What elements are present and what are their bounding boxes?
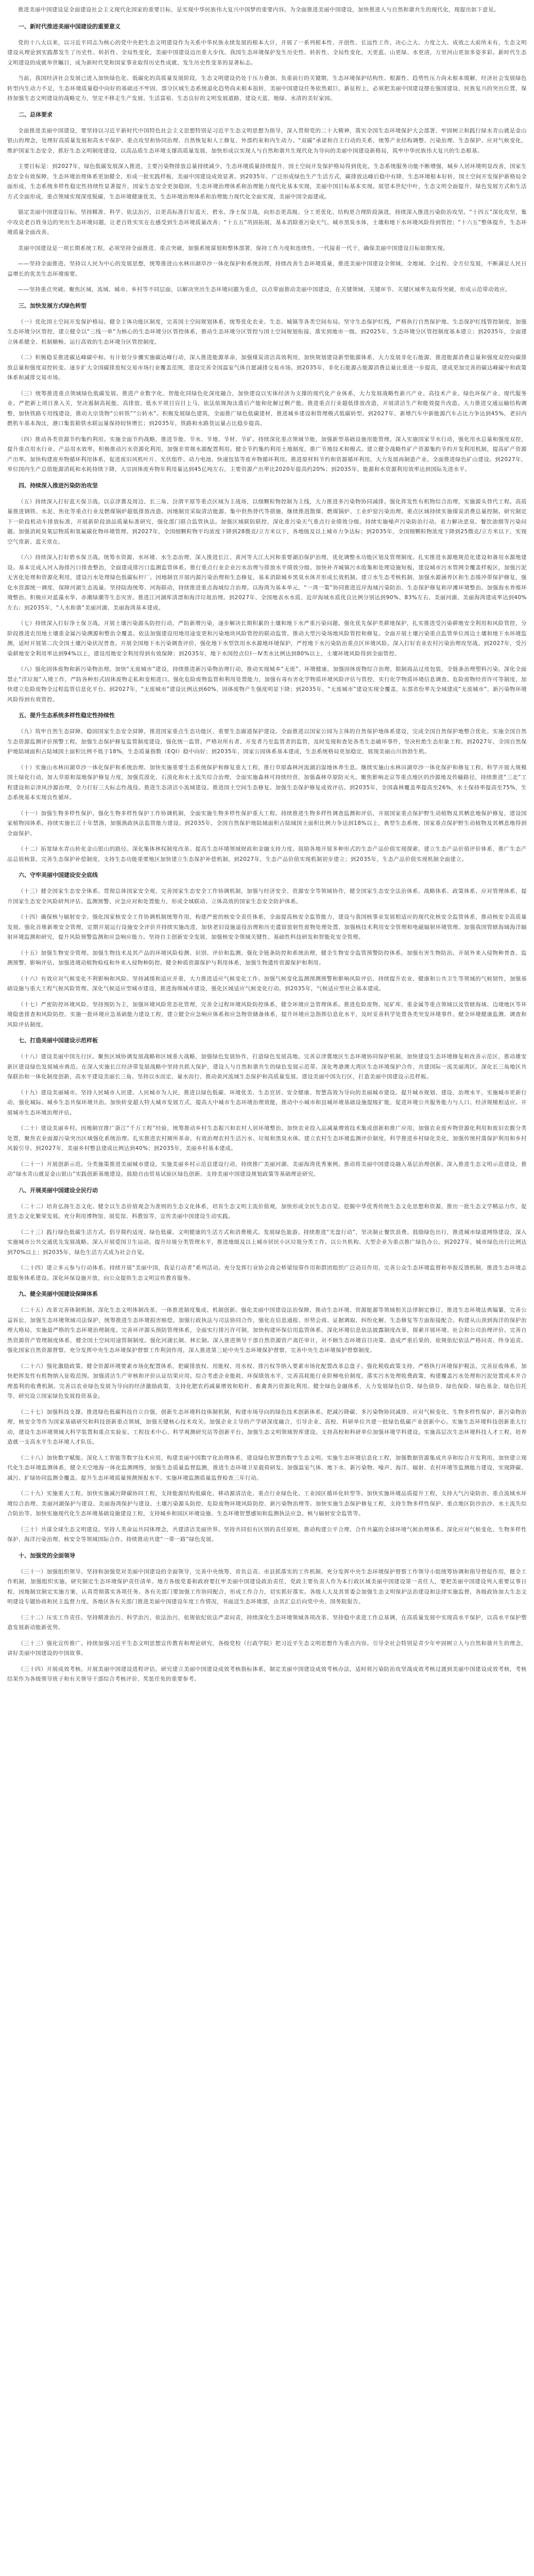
body-paragraph: （七）持续深入打好净土保卫战。开展土壤污染源头防控行动，严防新增污染，逐步解决长期积累的土壤和地下水严重污染问题。强化优先保护类耕地保护，扎实推进受污染耕地安全利用和风险管控，分阶段推进农用地土壤重金属污染溯源和整治全覆盖。依法加强建设用地用途变更和污染地块风险管控的联动监管，推动大型污染场地风险管控和修复。全面开展土壤污染重点监管单位周边土壤和地下水环境监测，适时开展第二次全国土壤污染状况普查。开展全国地下水污染调查评价，强化地下水型饮用水水源地环境保护，严控地下水污染防治重点区环境风险。深入打好农业农村污染治理攻坚战。到2027年，受污染耕地安全利用率达到94%以上，建设用地安全利用得到有效保障；到2035年，地下水国控点位Ⅰ－Ⅳ类水比例达到80%以上，土壤环境风险得到全面管控。 [7, 620, 527, 657]
body-paragraph: （十八）建设美丽中国先行区。聚焦区域协调发展战略和区域重大战略，加强绿色发展协作，打造绿色发展高地。完善京津冀地区生态环境协同保护机制，加快建设生态环境修复和改善示范区，推动雄安新区建设绿色发展城市典范。在深入实施长江经济带发展战略中坚持共抓大保护，建设人与自然和谐共生的绿色发展示范带。深化粤港澳大湾区生态环境保护合作，共建国际一流美丽湾区。深化长三角地区共保联治和一体化制度创新，高水平建设美丽长三角。坚持以水而定、量水而行，推动黄河流域生态保护和高质量发展。建设美丽中国先行区，打造美丽中国建设示范样板。 [7, 1054, 527, 1080]
body-paragraph: （三十四）开展成效考核。开展美丽中国建设进程评估，研究建立美丽中国建设成效考核指标体系，制定美丽中国建设成效考核办法，适时将污染防治攻坚战成效考核过渡到美丽中国建设成效考核，考核结果作为各级领导班子和有关领导干部综合考核评价、奖惩任免的重要参考。 [7, 1666, 527, 1682]
section-heading: 八、开展美丽中国建设全民行动 [19, 1187, 98, 1194]
body-paragraph: 全面推进美丽中国建设，要坚持以习近平新时代中国特色社会主义思想特别是习近平生态文明思想为指导，深入贯彻党的二十大精神，落实全国生态环境保护大会部署，牢固树立和践行绿水青山就是金山银山的理念，处理好高质量发展和高水平保护、重点攻坚和协同治理、自然恢复和人工修复、外部约束和内生动力、“双碳”承诺和自主行动的关系，统筹产业结构调整、污染治理、生态保护、应对气候变化，维护国家生态安全，抓好生态文明制度建设，以高品质生态环境支撑高质量发展，加快形成以实现人与自然和谐共生现代化为导向的美丽中国建设新格局，筑牢中华民族伟大复兴的生态根基。 [7, 127, 527, 154]
body-paragraph: （十二）拓宽绿水青山转化金山银山的路径。深化集体林权制度改革。提高生态环境领域财政和金融支持力度。鼓励各地开展多种形式的生态产品价值实现探索。建立生态产品价值评价体系，推广生态产品总值核算，完善生态保护补偿制度，支持生态功能重要地区加快建立生态保护补偿机制。到2027年，生态产品价值实现机制初步建立；到2035年，生态产品价值实现机制全面建立。 [7, 846, 527, 862]
section-heading: 十、加强党的全面领导 [19, 1552, 75, 1559]
body-paragraph: （二十六）强化激励政策。健全资源环境要素市场化配置体系，把碳排放权、用能权、用水权、排污权等纳入要素市场化配置改革总盘子。强化税收政策支持，严格执行环境保护税法，完善征收体系，加快把挥发性有机物纳入征收范围。加强清洁生产审核和评价认证结果应用。综合考虑企业能耗、环保绩效水平，完善高耗能行业阶梯电价制度。落实污水处理收费政策，构建覆盖污水处理和污泥处置成本并合理盈利的收费机制。完善以农业绿色发展为导向的经济激励政策，支持化肥农药减量增效和秸秆、畜禽粪污资源化利用。健全绿色金融体系，大力发展绿色信贷、绿色债券、绿色保险、绿色基金、绿色信托等，研究设立国家绿色发展投资基金。 [7, 1363, 527, 1399]
body-paragraph: 锚定美丽中国建设目标，坚持精准、科学、依法治污，以更高标准打好蓝天、碧水、净土保卫战，向形态更高级、分工更优化、结构更合理阶段演进，持续深入推进污染防治攻坚。“十四五”深化攻坚，集中攻克老百姓身边的突出生态环境问题，让老百姓实实在在感受到生态环境质量改善；“十五五”巩固拓展，基本消除重污染天气、城市黑臭水体，土壤和地下水环境风险得到管控；“十六五”整体提升，生态环境质量全面改善。 [7, 209, 527, 235]
body-paragraph: ——坚持重点突破。聚焦区域、流域、城市、乡村等不同层面，以解决突出生态环境问题为重点，以点带面推动美丽中国建设，在关键领域、关键环节、关键区域率先取得突破，形成示范带动效应。 [18, 286, 511, 293]
body-paragraph: 当前，我国经济社会发展已进入加快绿色化、低碳化的高质量发展阶段，生态文明建设仍处于压力叠加、负重前行的关键期，生态环境保护结构性、根源性、趋势性压力尚未根本缓解，经济社会发展绿色转型内生动力不足，生态环境质量稳中向好的基础还不牢固，部分区域生态系统退化趋势尚未根本扭转，美丽中国建设任务依然艰巨。新征程上，必须把美丽中国建设摆在强国建设、民族复兴的突出位置，保持加强生态文明建设的战略定力，坚定不移走生产发展、生活富裕、生态良好的文明发展道路，建设天蓝、地绿、水清的美好家园。 [7, 75, 527, 101]
body-paragraph: （二十三）践行绿色低碳生活方式。倡导简约适度、绿色低碳、文明健康的生活方式和消费模式。发展绿色旅游。持续推进“光盘行动”，坚决制止餐饮浪费。鼓励绿色出行，推进城市绿道网络建设，深入实施城市公共交通优先发展战略。深入开展爱国卫生运动。提升垃圾分类管理水平，推进地级及以上城市居民小区垃圾分类工作。以公共机构、大型企业为重点推广绿色办公。到2027年，城市绿色出行比例达到70%以上；到2035年，绿色生活方式成为社会自觉。 [7, 1229, 527, 1256]
body-paragraph: （三十二）压实工作责任。坚持精准治污、科学治污、依法治污，依规依纪依法严肃问责，持续深化生态环境领域各项改革。坚持稳中求进工作总基调，在高质量发展中实现高水平保护，以高水平保护塑造发展新动能新优势。 [7, 1614, 527, 1631]
body-paragraph: （十三）健全国家生态安全体系。贯彻总体国家安全观，完善国家生态安全工作协调机制，加强与经济安全、资源安全等领域协作，健全国家生态安全法治体系、战略体系、政策体系、应对管理体系，提升国家生态安全风险研判评估、监测预警、应急应对和处置能力，形成全域联动、立体高效的国家生态安全防护体系。 [7, 888, 527, 905]
intro-paragraph: 推进美丽中国建设是全面建设社会主义现代化国家的重要目标，是实现中华民族伟大复兴中国梦的重要内容。为全面推进美丽中国建设，加快推进人与自然和谐共生的现代化，现提出如下意见。 [18, 7, 499, 13]
section-heading: 七、打造美丽中国建设示范样板 [19, 1037, 98, 1044]
body-paragraph: 党的十八大以来，以习近平同志为核心的党中央把生态文明建设作为关系中华民族永续发展的根本大计，开展了一系列根本性、开创性、长远性工作，决心之大、力度之大、成效之大前所未有，生态文明建设从理论到实践都发生了历史性、转折性、全局性变化，美丽中国建设迈出重大步伐。我国生态环境保护发生历史性、转折性、全局性变化，天更蓝、山更绿、水更清，万里河山更加多姿多彩。新时代生态文明建设的成就举世瞩目，成为新时代党和国家事业取得历史性成就、发生历史性变革的显著标志。 [7, 39, 527, 66]
body-paragraph: （三）统筹推进重点领域绿色低碳发展。推进产业数字化、智能化同绿色化深度融合，加快建设以实体经济为支撑的现代化产业体系，大力发展战略性新兴产业、高技术产业、绿色环保产业、现代服务业。严把新上项目准入关，坚决遏制高耗能、高排放、低水平项目盲目上马，依法依规淘汰落后产能和化解过剩产能。推进重点行业超低排放改造，开展清洁生产和能效提升改造。大力推进交通运输结构调整，加快铁路专用线建设，推动大宗货物“公转铁”“公转水”。积极发展绿色建筑，全面推广绿色低碳建材，推进城乡建设和管理模式低碳转型。到2027年，新增汽车中新能源汽车占比力争达到45%，老旧内燃机车基本淘汰，港口集装箱铁水联运量保持较快增长；到2035年，铁路和水路货运量占比稳步提高。 [7, 390, 527, 427]
body-paragraph: （九）筑牢自然生态屏障。稳固国家生态安全屏障，推进国家重点生态功能区、重要生态廊道保护建设。全面推进以国家公园为主体的自然保护地体系建设，完成全国自然保护地整合优化。实施全国自然生态资源监测评价预警工程。加强生态保护修复监管制度建设，强化统一监管。严格对所有者、开发者乃至监管者的监管，及时发现和查处各类生态破坏事件，坚决杜绝生态形象工程。到2027年，全国自然保护地陆域面积占陆域国土面积比例不低于18%，生态质量指数（EQI）稳中向好；到2035年，国家公园体系基本建成，生态系统格局更加稳定，展现美丽山川勃勃生机。 [7, 728, 527, 755]
body-paragraph: （八）强化固体废物和新污染物治理。加快“无废城市”建设，持续推进新污染物治理行动，推动实现城乡“无废”、环境健康。加强固体废物综合治理，限制商品过度包装，全链条治理塑料污染。深化全面禁止“洋垃圾”入境工作，严防各种形式固体废物走私和变相进口。强化危险废物监管和利用处置能力，加强有毒有害化学物质环境风险评估与管控，实行化学物质环境信息调查、危险废物经营许可等制度，加快建立危险废物全过程监管信息化平台。到2027年，“无废城市”建设比例达到60%，固体废物产生强度明显下降；到2035年，“无废城市”建设实现全覆盖，东部省份率先全域建成“无废城市”，新污染物环境风险得到有效管控。 [7, 666, 527, 703]
document-body [7, 5, 527, 2576]
body-paragraph: 主要目标是：到2027年，绿色低碳发展深入推进，主要污染物排放总量持续减少，生态环境质量持续提升，国土空间开发保护格局得到优化，生态系统服务功能不断增强，城乡人居环境明显改善，国家生态安全有效保障，生态环境治理体系更加健全，形成一批实践样板，美丽中国建设成效显著。到2035年，广泛形成绿色生产生活方式，碳排放达峰后稳中有降，生态环境根本好转，国土空间开发保护新格局全面形成，生态系统多样性稳定性持续性显著提升，国家生态安全更加稳固，生态环境治理体系和治理能力现代化基本实现，美丽中国目标基本实现。展望本世纪中叶，生态文明全面提升，绿色发展方式和生活方式全面形成，重点领域实现深度脱碳，生态环境健康优美，生态环境治理体系和治理能力现代化全面实现，美丽中国全面建成。 [7, 163, 527, 200]
body-paragraph: （十）实施山水林田湖草沙一体化保护和系统治理。加快实施重要生态系统保护和修复重大工程，推行草原森林河流湖泊湿地休养生息。继续实施山水林田湖草沙一体化保护和修复工程。科学开展大规模国土绿化行动，加大草原和湿地保护修复力度，加强荒漠化、石漠化和水土流失综合治理，全面实施森林可持续经营，加强森林草原防灭火。聚焦影响北京等重点地区的沙源地及传输路径，持续推进“三北”工程建设和京津风沙源治理，全力打好三大标志性战役。推进生态清洁小流域建设。推进国土空间生态修复。加强生态保护修复成效评估。到2035年，全国森林覆盖率提高至26%，水土保持率提高至75%，生态系统基本实现良性循环。 [7, 764, 527, 801]
section-heading: 一、新时代推进美丽中国建设的重要意义 [19, 23, 120, 30]
body-paragraph: （十四）确保核与辐射安全。强化国家核安全工作协调机制统筹作用，构建严密的核安全责任体系，全面提高核安全监管能力，建设与我国核事业发展相适应的现代化核安全监管体系，推动核安全高质量发展。强化首堆新堆安全管理，定期开展运行设施安全评价并持续实施改进，加快老旧设施退役治理和历史遗留放射性废物处理处置，加强核技术利用安全管理和电磁辐射环境管理。加强我国管辖海域海洋辐射环境监测和研究，提升风险预警监测和应急响应能力。坚持自主创新安全发展，加强核安全领域关键性、基础性科技研发和智能化安全管理。 [7, 914, 527, 940]
body-paragraph: （二十七）加强科技支撑。推进绿色低碳科技自立自强，创新生态环境科技体制机制，构建市场导向的绿色技术创新体系。把减污降碳、多污染物协同减排、应对气候变化、生物多样性保护、新污染物治理、核安全等作为国家基础研究和科技创新重点领域，加强关键核心技术攻关。加强企业主导的产学研深度融合，引导企业、高校、科研单位共建一批绿色低碳产业创新中心。实施生态环境科技创新重大行动，建设生态环境领域大科学装置和重点实验室、工程技术中心、科学观测研究站等创新平台。加强生态文明领域智库建设。支持高校和科研单位加强环境学科建设。实施高层次生态环境科技人才工程，培养造就一支高水平生态环境人才队伍。 [7, 1409, 527, 1445]
section-heading: 四、持续深入推进污染防治攻坚 [19, 482, 98, 489]
document-sections [7, 22, 527, 1685]
body-paragraph: （二十一）开展创新示范。分类施策推进美丽城市建设，实施美丽乡村示范县建设行动，持续推广美丽河湖、美丽海湾优秀案例。推动将美丽中国建设融入基层治理创新。深入推进生态文明示范建设，推动“绿水青山就是金山银山”实践创新基地建设。鼓励自由贸易试验区绿色创新。支持美丽中国建设规划政策等基础理论研究。 [7, 1161, 527, 1177]
body-paragraph: 美丽中国建设是一项长期系统工程，必须坚持全面推进、重点突破，加强系统谋划和整体部署，保持工作力度和连续性，一代接着一代干，确保美丽中国建设目标如期实现。 [18, 245, 449, 251]
body-paragraph: （一）优化国土空间开发保护格局。健全主体功能区制度，完善国土空间规划体系，统筹优化农业、生态、城镇等各类空间布局。坚守生态保护红线，严格执行自然保护地、生态保护红线管控制度，加强生态环境分区管控，建立健全以“三线一单”为核心的生态环境分区管控体系，推动生态环境分区管控与国土空间规划衔接，落实到地市一级。到2025年，生态环境分区管控制度基本建立；到2035年，全面建立体系健全、机制顺畅、运行高效的生态环境分区管控制度。 [7, 318, 527, 345]
body-paragraph: （二十八）加快数字赋能。深化人工智能等数字技术应用，构建美丽中国数字化治理体系，建设绿色智慧的数字生态文明。实施生态环境信息化工程，加强数据资源集成共享和综合开发利用。加快建立现代化生态环境监测体系，健全天空地海一体化监测网络，加强生态质量监督监测，推进生态环境卫星载荷研发。加强温室气体、地下水、新污染物、噪声、海洋、辐射、农村环境等监测能力建设，实现降碳、减污、扩绿协同监测全覆盖。提升生态环境质量预测预报水平。实施环境监测质量监督检查三年行动。 [7, 1454, 527, 1481]
body-paragraph: （三十三）强化宣传推广。持续加强习近平生态文明思想宣传教育和理论研究，各级党校（行政学院）把习近平生态文明思想作为重点内容。引导全社会特别是青少年牢固树立人与自然和谐共生的理念，讲好美丽中国建设的中国故事。 [7, 1640, 527, 1656]
body-paragraph: （十一）加强生物多样性保护。强化生物多样性保护工作协调机制，全面实施生物多样性保护重大工程。持续推进生物多样性调查监测和评估，开展国家重点保护野生动植物及其栖息地保护修复，建设国家植物园体系。持续实施长江十年禁渔，加强渔政执法监管能力建设。到2035年，全国自然保护地陆域面积占陆域国土面积比例力争达到18%以上，典型生态系统、国家重点保护野生动植物及其栖息地得到全面保护。 [7, 810, 527, 837]
body-paragraph: （五）持续深入打好蓝天保卫战。以京津冀及周边、长三角、汾渭平原等重点区域为主战场，以细颗粒物控制为主线，大力推进多污染物协同减排。强化挥发性有机物综合治理，实施源头替代工程。高质量推进钢铁、水泥、焦化等重点行业及燃煤锅炉超低排放改造。因地制宜采取清洁能源、集中供热替代等措施，继续推进散煤、燃煤锅炉、工业炉窑污染治理。重点区域持续实施煤炭消费总量控制。研究制定下一阶段机动车排放标准，开展新阶段油品质量标准研究，强化部门联合监管执法。加强区域联防联控，深化重污染天气重点行业绩效分级。持续实施噪声污染防治行动。着力解决恶臭、餐饮油烟等污染问题。加强消耗臭氧层物质和氢氟碳化物环境管理。到2027年，全国细颗粒物平均浓度下降到28微克/立方米以下，各地级及以上城市力争达标；到2035年，全国细颗粒物浓度下降到25微克/立方米以下，实现空气常新、蓝天常在。 [7, 498, 527, 545]
section-heading: 三、加快发展方式绿色转型 [19, 302, 87, 309]
body-paragraph: （十七）严密防控环境风险。坚持预防为主，加强环境风险常态化管理，完善全过程环境风险防控体系，健全环境应急管理体系。推进危险废物、尾矿库、重金属等重点领域以及管辖海域、边境地区等环境隐患排查和风险防控。实施一批环境应急基础能力建设工程，建立健全应急响应体系和应急物资储备体系，提升环境应急指挥信息化水平，及时妥善科学处置各类突发环境事件。健全环境健康监测、调查和风险评估制度。 [7, 1001, 527, 1028]
section-heading: 九、健全美丽中国建设保障体系 [19, 1291, 98, 1297]
body-paragraph: （二十二）培育弘扬生态文化。健全以生态价值观念为准则的生态文化体系，培育生态文明主流价值观，加快形成全民生态自觉。挖掘中华优秀传统生态文化思想和资源，推出一批生态文学精品力作，促进生态文化繁荣发展。充分利用博物馆、展览馆、科教馆等，宣传美丽中国建设生动实践。 [7, 1203, 527, 1219]
body-paragraph: （二）积极稳妥推进碳达峰碳中和。有计划分步骤实施碳达峰行动，深入推进能源革命，加强煤炭清洁高效利用，加快规划建设新型能源体系，大力发展非化石能源，推进能源消费总量和强度双控向碳排放总量和强度双控转变。逐步扩大全国碳排放权交易市场行业覆盖范围，建设完善全国温室气体自愿减排交易市场。到2035年，非化石能源占能源消费总量比重进一步提高，建成更加完善的碳达峰碳中和政策体系和减排交易市场。 [7, 354, 527, 381]
body-paragraph: （十五）加强生物安全管理。加强生物技术及其产品的环境风险检测、识别、评价和监测。强化全链条防控和系统治理，健全生物安全监管预警防控体系。加强有害生物防治。开展外来入侵物种普查、监测预警、影响评估，加强进境动植物检疫和外来入侵物种防控。健全种质资源保护与利用体系，加强生物遗传资源保护和利用。 [7, 950, 527, 966]
body-paragraph: （三十）共谋全球生态文明建设。坚持人类命运共同体理念，共建清洁美丽世界。坚持共同但有区别的责任原则，推动构建公平合理、合作共赢的全球环境气候治理体系。深化应对气候变化、生物多样性保护、海洋污染治理、核安全等领域国际合作。持续推动共建“一带一路”绿色发展。 [7, 1526, 527, 1543]
body-paragraph: （十九）建设美丽城市。坚持人民城市人民建、人民城市为人民，推进以绿色低碳、环境优美、生态宜居、安全健康、智慧高效为导向的美丽城市建设。提升城市规划、建设、治理水平，实施城市更新行动，强化城际、城乡生态共保环境共治。加快转变超大特大城市发展方式，提高大中城市生态环境治理效能，推动中小城市和县城环境基础设施提级扩能，促进环境公共服务能力与人口、经济规模相适应。开展城市生态环境治理评估。 [7, 1089, 527, 1116]
body-paragraph: （二十五）改革完善体制机制。深化生态文明体制改革，一体推进制度集成、机制创新。强化美丽中国建设法治保障，推动生态环境、资源能源等领域相关法律制定修订，推进生态环境法典编纂，完善公益诉讼，加强生态环境领域司法保护，统筹推进生态环境损害赔偿。加强行政执法与司法协同合作，强化在信息通报、形势会商、证据调取、纠纷化解、生态修复等方面衔接配合。构建从山顶到海洋的保护治理大格局，实施最严格的生态环境治理制度。完善环评源头预防管理体系，全面实行排污许可制，加快构建环保信用监管体系。深化环境信息依法披露制度改革，探索开展环境、社会和公司治理评价。完善自然资源资产管理制度体系，健全国土空间用途管制制度。强化河湖长制、林长制。深入推进领导干部自然资源资产离任审计，对不顾生态环境盲目决策、造成严重后果的，依规依纪依法严格问责、终身追责。强化国家自然资源督察。充分发挥中央生态环境保护督察工作利剑作用，深入推进第三轮中央生态环境保护督察，完善中央生态环境保护督察制度。 [7, 1307, 527, 1353]
body-paragraph: ——坚持全面推进。坚持以人民为中心的发展思想，统筹推进山水林田湖草沙一体化保护和系统治理，持续改善生态环境质量，推进美丽中国建设全领域、全地域、全过程、全方位发展，不断满足人民日益增长的优美生态环境需要。 [7, 261, 527, 277]
body-paragraph: （四）推动各类资源节约集约利用。实施全面节约战略，推进节能、节水、节地、节材、节矿。持续深化重点领域节能，加强新型基础设施用能管理。深入实施国家节水行动，强化用水总量和强度双控，提升重点用水行业、产品用水效率，积极推动污水资源化利用，加强非常规水源配置利用。健全节约集约利用土地制度，推广节地技术和模式。建立健全战略性矿产资源集约节约开发利用机制，提高矿产资源产出率。加快构建废弃物循环利用体系，促进废旧风机叶片、光伏组件、动力电池、快递包装等废弃物循环利用。推进原材料节约和资源循环利用，大力发展再制造产业。全面推进绿色矿山建设。到2027年，单位国内生产总值能源消耗和水耗持续下降，大宗固体废弃物年利用量达到45亿吨左右，主要资源产出率比2020年提高约20%；到2035年，能源和水资源利用效率达到国际先进水平。 [7, 436, 527, 472]
section-heading: 六、守牢美丽中国建设安全底线 [19, 872, 98, 878]
body-paragraph: （三十一）加强组织领导。坚持和加强党对美丽中国建设的全面领导，完善中央统筹、省负总责、市县抓落实的工作机制。充分发挥中央生态环境保护督察工作领导小组统筹协调和指导督促作用，健全工作机制，加强组织实施。研究制定生态环境保护责任清单。地方各级党委和政府要扛牢美丽中国建设政治责任，党政主要负责人作为本行政区域美丽中国建设第一责任人，要把美丽中国建设列入重要议事日程，因地制宜制定实施方案，认真贯彻落实各项任务。各有关部门要加强工作协同配合，形成工作合力，切实抓好落实。各级人大及其常委会加强生态文明保护法治建设和法律实施监督，各级政协加大生态文明建设专题协商和民主监督力度。各地区各有关部门推进美丽中国建设年度工作情况，书面送生态环境部，由其汇总后向党中央、国务院报告。 [7, 1568, 527, 1605]
body-paragraph: （六）持续深入打好碧水保卫战。统筹水资源、水环境、水生态治理，深入推进长江、黄河等大江大河和重要湖泊保护治理，优化调整水功能区划及管理制度。扎实推进水源地规范化建设和备用水源地建设。基本完成入河入海排污口排查整治，全面建成排污口监测监管体系。推行重点行业企业污水治理与排放水平绩效分级。加快补齐城镇污水收集和处理设施短板，建设城市污水管网全覆盖样板区，加强污泥无害化处理和资源化利用，建设污水处理绿色低碳标杆厂。因地制宜开展内源污染治理和生态修复，基本消除城乡黑臭水体并形成长效机制。建立水生态考核机制，加强水源涵养区和生态缓冲带保护修复，强化水资源统一调度，保障河湖生态流量。坚持陆海统筹、河海联动，持续推进重点海域综合治理。以海湾为基本单元，“一湾一策”协同推进近岸海域污染防治、生态保护修复和岸滩环境整治。加强海水养殖环境整治。积极应对蓝藻水华、赤潮绿潮等生态灾害。推进江河湖库清漂和海洋垃圾治理。到2027年，全国地表水水质、近岸海域水质优良比例分别达到90%、83%左右，美丽河湖、美丽海湾建成率达到40%左右；到2035年，“人水和谐”美丽河湖、美丽海湾基本建成。 [7, 554, 527, 611]
section-heading: 五、提升生态系统多样性稳定性持续性 [19, 712, 115, 719]
body-paragraph: （十六）有效应对气候变化不利影响和风险。坚持减缓和适应并重，大力推进适应气候变化工作。加强气候变化监测预测预警和影响风险评估，持续提升农业、健康和公共卫生等领域的气候韧性，加强基础设施与重大工程气候风险管理。深化气候适应型城市建设，推进海绵城市建设，强化区域适应气候变化行动。到2035年，气候适应型社会基本建成。 [7, 975, 527, 992]
body-paragraph: （二十四）建立多元参与行动体系。持续开展“美丽中国，我是行动者”系列活动。充分发挥行业协会商会桥梁纽带作用和群团组织广泛动员作用，完善公众生态环境监督和举报反馈机制，推进生态环境志愿服务体系建设。深化环保设施开放，向公众提供生态文明宣传教育服务。 [7, 1265, 527, 1281]
section-heading: 二、总体要求 [19, 111, 53, 118]
body-paragraph: （二十）建设美丽乡村。因地制宜推广浙江“千万工程”经验，统筹推动乡村生态振兴和农村人居环境整治。加快农业投入品减量增效技术集成创新和推广应用，加强农业废弃物资源化利用和废旧农膜分类处置，聚焦农业面源污染突出区域强化系统治理。扎实推进农村厕所革命，有效治理农村生活污水、垃圾和黑臭水体。建立农村生态环境监测评价制度。科学推进乡村绿化美化，加强传统村落保护利用和乡村风貌引导。到2027年，美丽乡村整县建成比例达到40%；到2035年，美丽乡村基本建成。 [7, 1125, 527, 1151]
body-paragraph: （二十九）实施重大工程。加快实施减污降碳协同工程，支持能源结构低碳化、移动源清洁化、重点行业绿色化、工业园区循环化转型等。加快实施环境品质提升工程，支持大气污染防治、重点流域水环境综合治理、美丽河湖保护与建设、美丽海湾保护与建设、土壤污染源头防控、危险废物环境风险防控、新污染物治理等。加快实施生态保护修复工程，支持生物多样性保护、重点地区防沙治沙、水土流失综合防治等。加快实施现代化生态环境基础设施建设工程，支持城乡和园区环境设施、生态环境智慧感知和监测执法应急、核与辐射安全监管等。 [7, 1490, 527, 1517]
